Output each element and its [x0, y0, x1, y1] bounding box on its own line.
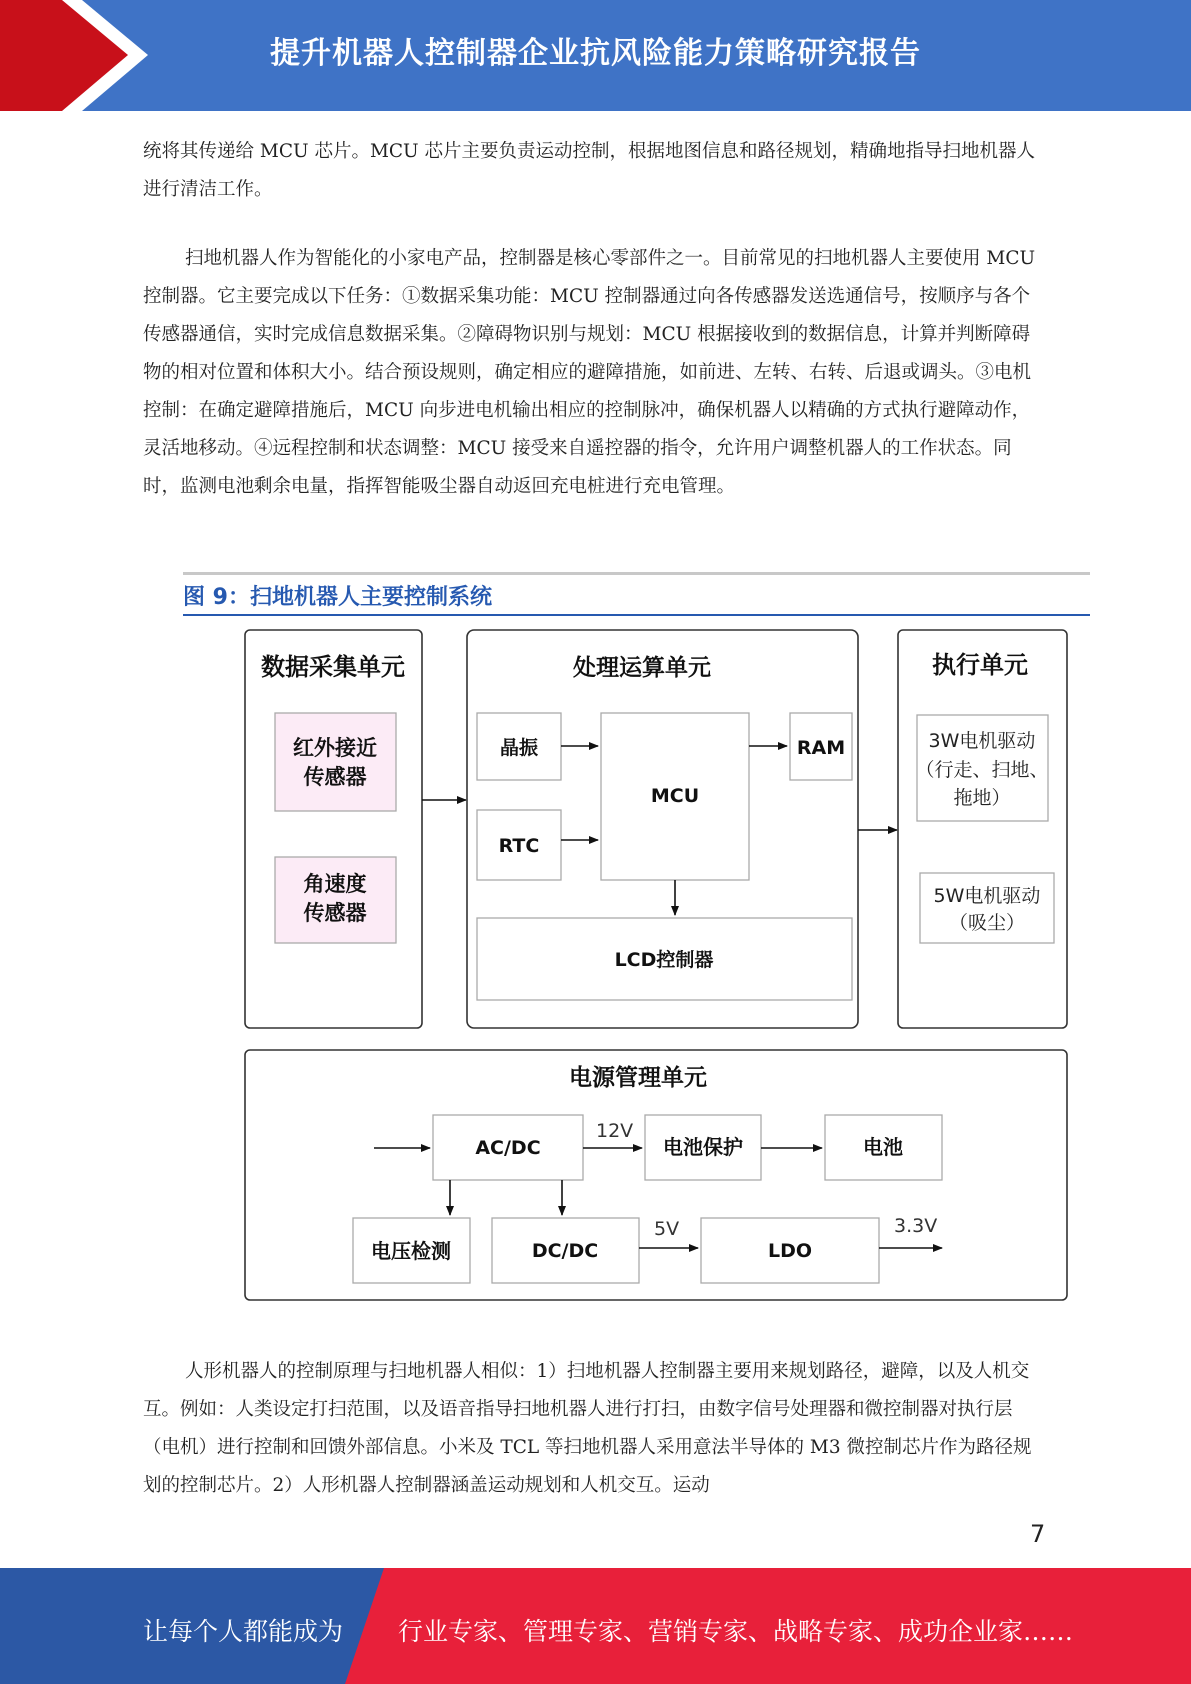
battery-label: 电池: [863, 1135, 903, 1159]
paragraph-1: 统将其传递给 MCU 芯片。MCU 芯片主要负责运动控制，根据地图信息和路径规划，精确地指导扫地机器人进行清洁工作。: [143, 141, 1036, 200]
page-header: [0, 0, 1191, 111]
figure-top-rule: [183, 572, 1090, 575]
label-3v3: 3.3V: [894, 1215, 938, 1237]
ir-sensor-box: [275, 713, 396, 811]
rtc-label: RTC: [498, 835, 540, 857]
motor-5w-label-2: （吸尘）: [948, 912, 1026, 934]
control-system-diagram: [240, 625, 1070, 1305]
power-management-unit: [245, 1050, 1067, 1300]
ram-label: RAM: [796, 737, 846, 759]
page-number: 7: [1030, 1520, 1046, 1548]
acdc-label: AC/DC: [475, 1137, 541, 1159]
power-unit-title: 电源管理单元: [569, 1065, 707, 1091]
data-unit-title: 数据采集单元: [261, 653, 405, 681]
battery-protect-label: 电池保护: [663, 1135, 743, 1159]
motor-3w-label-3: 拖地）: [953, 787, 1011, 809]
report-title: 提升机器人控制器企业抗风险能力策略研究报告: [270, 36, 921, 71]
ir-sensor-label-1: 红外接近: [293, 736, 377, 760]
paragraph-2: 扫地机器人作为智能化的小家电产品，控制器是核心零部件之一。目前常见的扫地机器人主要使用 MCU 控制器。它主要完成以下任务：①数据采集功能：MCU 控制器通过向各传感器发送选通信号，按顺序与各个传感器通信，实时完成信息数据采集。②障碍物识别与规划：MCU 根据接收到的数据信息，计算并判断障碍物的相对位置和体积大小。结合预设规则，确定相应的避障措施，如前进、左转、右转、后退或调头。③电机控制：在确定避障措施后，MCU 向步进电机输出相应的控制脉冲，确保机器人以精确的方式执行避障动作，灵活地移动。④远程控制和状态调整：MCU 接受来自遥控器的指令，允许用户调整机器人的工作状态。同时，监测电池剩余电量，指挥智能吸尘器自动返回充电桩进行充电管理。: [143, 248, 1036, 497]
processing-unit-title: 处理运算单元: [573, 655, 711, 681]
label-5v: 5V: [654, 1218, 680, 1240]
execution-unit-title: 执行单元: [932, 651, 1028, 679]
figure-caption-rule: [183, 614, 1090, 616]
paragraph-3: 人形机器人的控制原理与扫地机器人相似：1）扫地机器人控制器主要用来规划路径，避障，以及人机交互。例如：人类设定打扫范围，以及语音指导扫地机器人进行打扫，由数字信号处理器和微控制器对执行层（电机）进行控制和回馈外部信息。小米及 TCL 等扫地机器人采用意法半导体的 M3 微控制芯片作为路径规划的控制芯片。2）人形机器人控制器涵盖运动规划和人机交互。运动: [143, 1361, 1032, 1496]
motor-3w-label-1: 3W电机驱动: [928, 730, 1036, 752]
motor-3w-label-2: （行走、扫地、: [915, 759, 1049, 781]
crystal-label: 晶振: [499, 737, 539, 759]
dcdc-label: DC/DC: [531, 1240, 599, 1262]
header-red-arrow-shape: [0, 0, 160, 111]
gyro-sensor-label-2: 传感器: [303, 901, 367, 925]
motor-5w-label-1: 5W电机驱动: [933, 885, 1041, 907]
processing-unit: [467, 630, 858, 1028]
label-12v: 12V: [596, 1120, 634, 1142]
voltage-detect-label: 电压检测: [371, 1239, 451, 1263]
gyro-sensor-box: [275, 857, 396, 943]
execution-unit: [898, 630, 1067, 1028]
figure-caption: 图 9：扫地机器人主要控制系统: [183, 585, 492, 610]
gyro-sensor-label-1: 角速度: [303, 872, 367, 896]
mcu-label: MCU: [650, 785, 700, 807]
footer-slogan-right: 行业专家、管理专家、营销专家、战略专家、成功企业家……: [398, 1617, 1074, 1646]
ir-sensor-label-2: 传感器: [303, 765, 367, 789]
ldo-label: LDO: [767, 1240, 813, 1262]
footer-slogan-left: 让每个人都能成为: [143, 1617, 344, 1646]
lcd-controller-label: LCD控制器: [614, 949, 714, 971]
data-collection-unit: [245, 630, 422, 1028]
